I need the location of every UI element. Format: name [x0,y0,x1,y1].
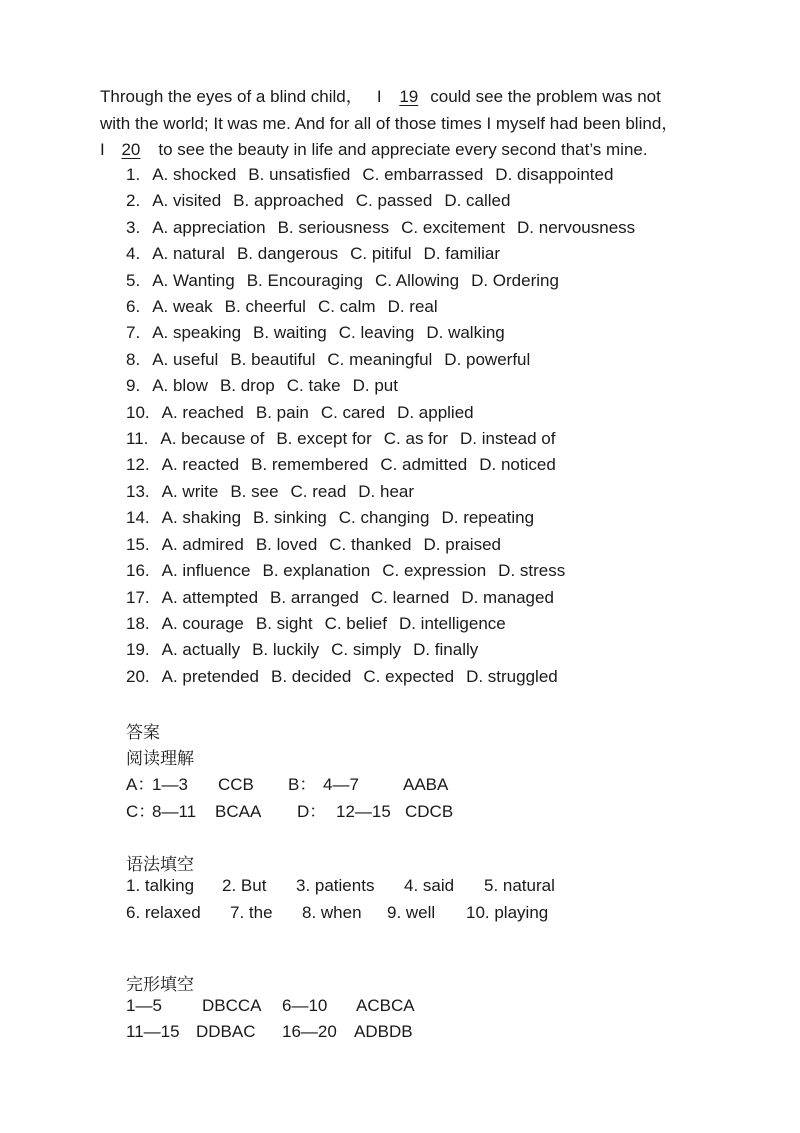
question-option: D. walking [426,323,505,343]
question-option: D. put [352,376,398,396]
question-item [126,268,635,294]
question-option: A. visited [152,191,222,211]
question-option: B. sinking [253,508,327,528]
question-option: A. reacted [161,455,240,475]
question-option: C. take [286,376,341,396]
grammar-section-title: 语法填空 [126,855,194,875]
question-option: A. blow [152,376,208,396]
question-option: D. nervousness [517,217,636,237]
question-option: D. hear [358,481,415,501]
passage-line-1: Through the eyes of a blind child， I 19 could see the problem was not [100,84,700,111]
question-option: B. dangerous [236,244,339,264]
question-option: A. because of [160,429,265,449]
question-option: D. repeating [441,508,535,528]
question-number: 17. [126,587,150,607]
question-option: C. admitted [380,455,468,475]
question-item [126,400,635,426]
question-option: D. struggled [466,666,558,686]
question-option: A. natural [152,244,225,264]
reading-section-title: 阅读理解 [126,749,194,769]
question-item [126,162,635,188]
question-option: D. familiar [423,244,501,264]
question-option: C. Allowing [374,270,460,290]
question-option: D. Ordering [471,270,559,290]
question-option: B. explanation [262,561,371,581]
question-item [126,611,635,637]
question-option: C. expected [363,666,455,686]
question-item [126,664,635,690]
question-number: 19. [126,640,150,660]
question-option: A. admired [161,534,244,554]
question-item [126,637,635,663]
question-number: 9. [126,376,141,396]
question-option: B. seriousness [277,217,390,237]
question-option: C. changing [338,508,430,528]
question-number: 14. [126,508,150,528]
question-option: D. real [387,297,438,317]
question-option: C. excitement [401,217,506,237]
question-option: D. intelligence [398,613,506,633]
question-option: B. pain [255,402,309,422]
question-item [126,426,635,452]
question-option: A. useful [152,349,219,369]
question-number: 16. [126,561,150,581]
question-option: C. meaningful [327,349,433,369]
question-option: C. expression [382,561,487,581]
question-option: A. actually [161,640,241,660]
question-item [126,505,635,531]
reading-answers-row-2: C：8—11 BCAA D： 12—15 CDCB [126,802,454,821]
question-option: C. as for [383,429,449,449]
blank-19: 19 [399,87,419,106]
question-option: D. called [444,191,511,211]
question-number: 15. [126,534,150,554]
question-option: C. passed [355,191,433,211]
question-number: 8. [126,349,141,369]
question-option: C. leaving [338,323,415,343]
question-number: 18. [126,613,150,633]
question-option: D. managed [461,587,554,607]
question-option: B. drop [219,376,275,396]
question-option: A. pretended [161,666,259,686]
question-option: B. loved [255,534,318,554]
question-number: 5. [126,270,141,290]
question-option: C. belief [324,613,387,633]
question-option: D. powerful [444,349,531,369]
question-item [126,452,635,478]
question-number: 20. [126,666,150,686]
question-item [126,532,635,558]
grammar-answers-row-1: 1. talking 2. But 3. patients 4. said 5. natural [126,876,555,895]
question-item [126,320,635,346]
question-option: A. reached [161,402,244,422]
question-option: A. shaking [161,508,242,528]
question-option: D. noticed [479,455,556,475]
question-number: 13. [126,481,150,501]
question-option: D. finally [413,640,479,660]
grammar-answers-row-2: 6. relaxed 7. the 8. when 9. well 10. playing [126,903,549,922]
question-option: B. cheerful [224,297,306,317]
question-option: B. sight [255,613,313,633]
question-option: C. thanked [329,534,412,554]
question-item [126,294,635,320]
cloze-section-title: 完形填空 [126,975,194,995]
question-number: 3. [126,217,141,237]
question-option: A. shocked [152,165,237,184]
question-option: B. decided [271,666,352,686]
question-option: D. instead of [460,429,556,449]
cloze-answers-row-1: 1—5 DBCCA 6—10 ACBCA [126,996,415,1015]
reading-answers-row-1: A：1—3 CCB B： 4—7 AABA [126,775,449,794]
question-option: B. unsatisfied [248,165,351,184]
question-option: A. appreciation [152,217,266,237]
passage-excerpt [100,84,700,164]
question-number: 10. [126,402,150,422]
question-option: A. courage [161,613,244,633]
question-option: B. except for [276,429,372,449]
question-number: 12. [126,455,150,475]
question-option: B. luckily [252,640,320,660]
answers-heading: 答案 [126,723,160,743]
question-number: 7. [126,323,141,343]
question-option: D. praised [423,534,501,554]
question-item [126,373,635,399]
question-item [126,479,635,505]
cloze-answers-row-2: 11—15 DDBAC 16—20 ADBDB [126,1022,413,1041]
question-option: D. stress [498,561,566,581]
question-option: B. beautiful [230,349,316,369]
question-option: B. arranged [270,587,359,607]
question-number: 2. [126,191,141,211]
question-number: 11. [126,429,149,449]
question-option: C. learned [370,587,450,607]
question-item [126,585,635,611]
question-option: A. weak [152,297,213,317]
question-option: C. simply [331,640,402,660]
question-option: B. approached [233,191,344,211]
passage-line-2: with the world; It was me. And for all of those times I myself had been blind， [100,113,679,133]
question-item [126,241,635,267]
question-option: C. read [290,481,347,501]
question-item [126,558,635,584]
question-option: B. see [230,481,279,501]
question-option: A. attempted [161,587,259,607]
question-item [126,188,635,214]
question-number: 6. [126,297,141,317]
question-number: 4. [126,244,141,264]
question-option: C. pitiful [350,244,412,264]
question-item [126,215,635,241]
question-number: 1. [126,165,141,184]
question-option: A. influence [161,561,251,581]
question-option: D. disappointed [495,165,614,184]
question-option: A. speaking [152,323,242,343]
question-option: C. cared [320,402,386,422]
blank-20: 20 [121,140,141,159]
question-item [126,347,635,373]
question-option: A. Wanting [152,270,235,290]
question-option: B. remembered [251,455,369,475]
question-option: C. embarrassed [362,165,484,184]
question-option: B. Encouraging [246,270,363,290]
question-option: A. write [161,481,219,501]
passage-line-3: I 20 to see the beauty in life and appreciate every second that’s mine. [100,137,700,164]
question-option: D. applied [397,402,474,422]
question-option: B. waiting [253,323,327,343]
question-list [126,162,635,690]
question-option: C. calm [317,297,376,317]
